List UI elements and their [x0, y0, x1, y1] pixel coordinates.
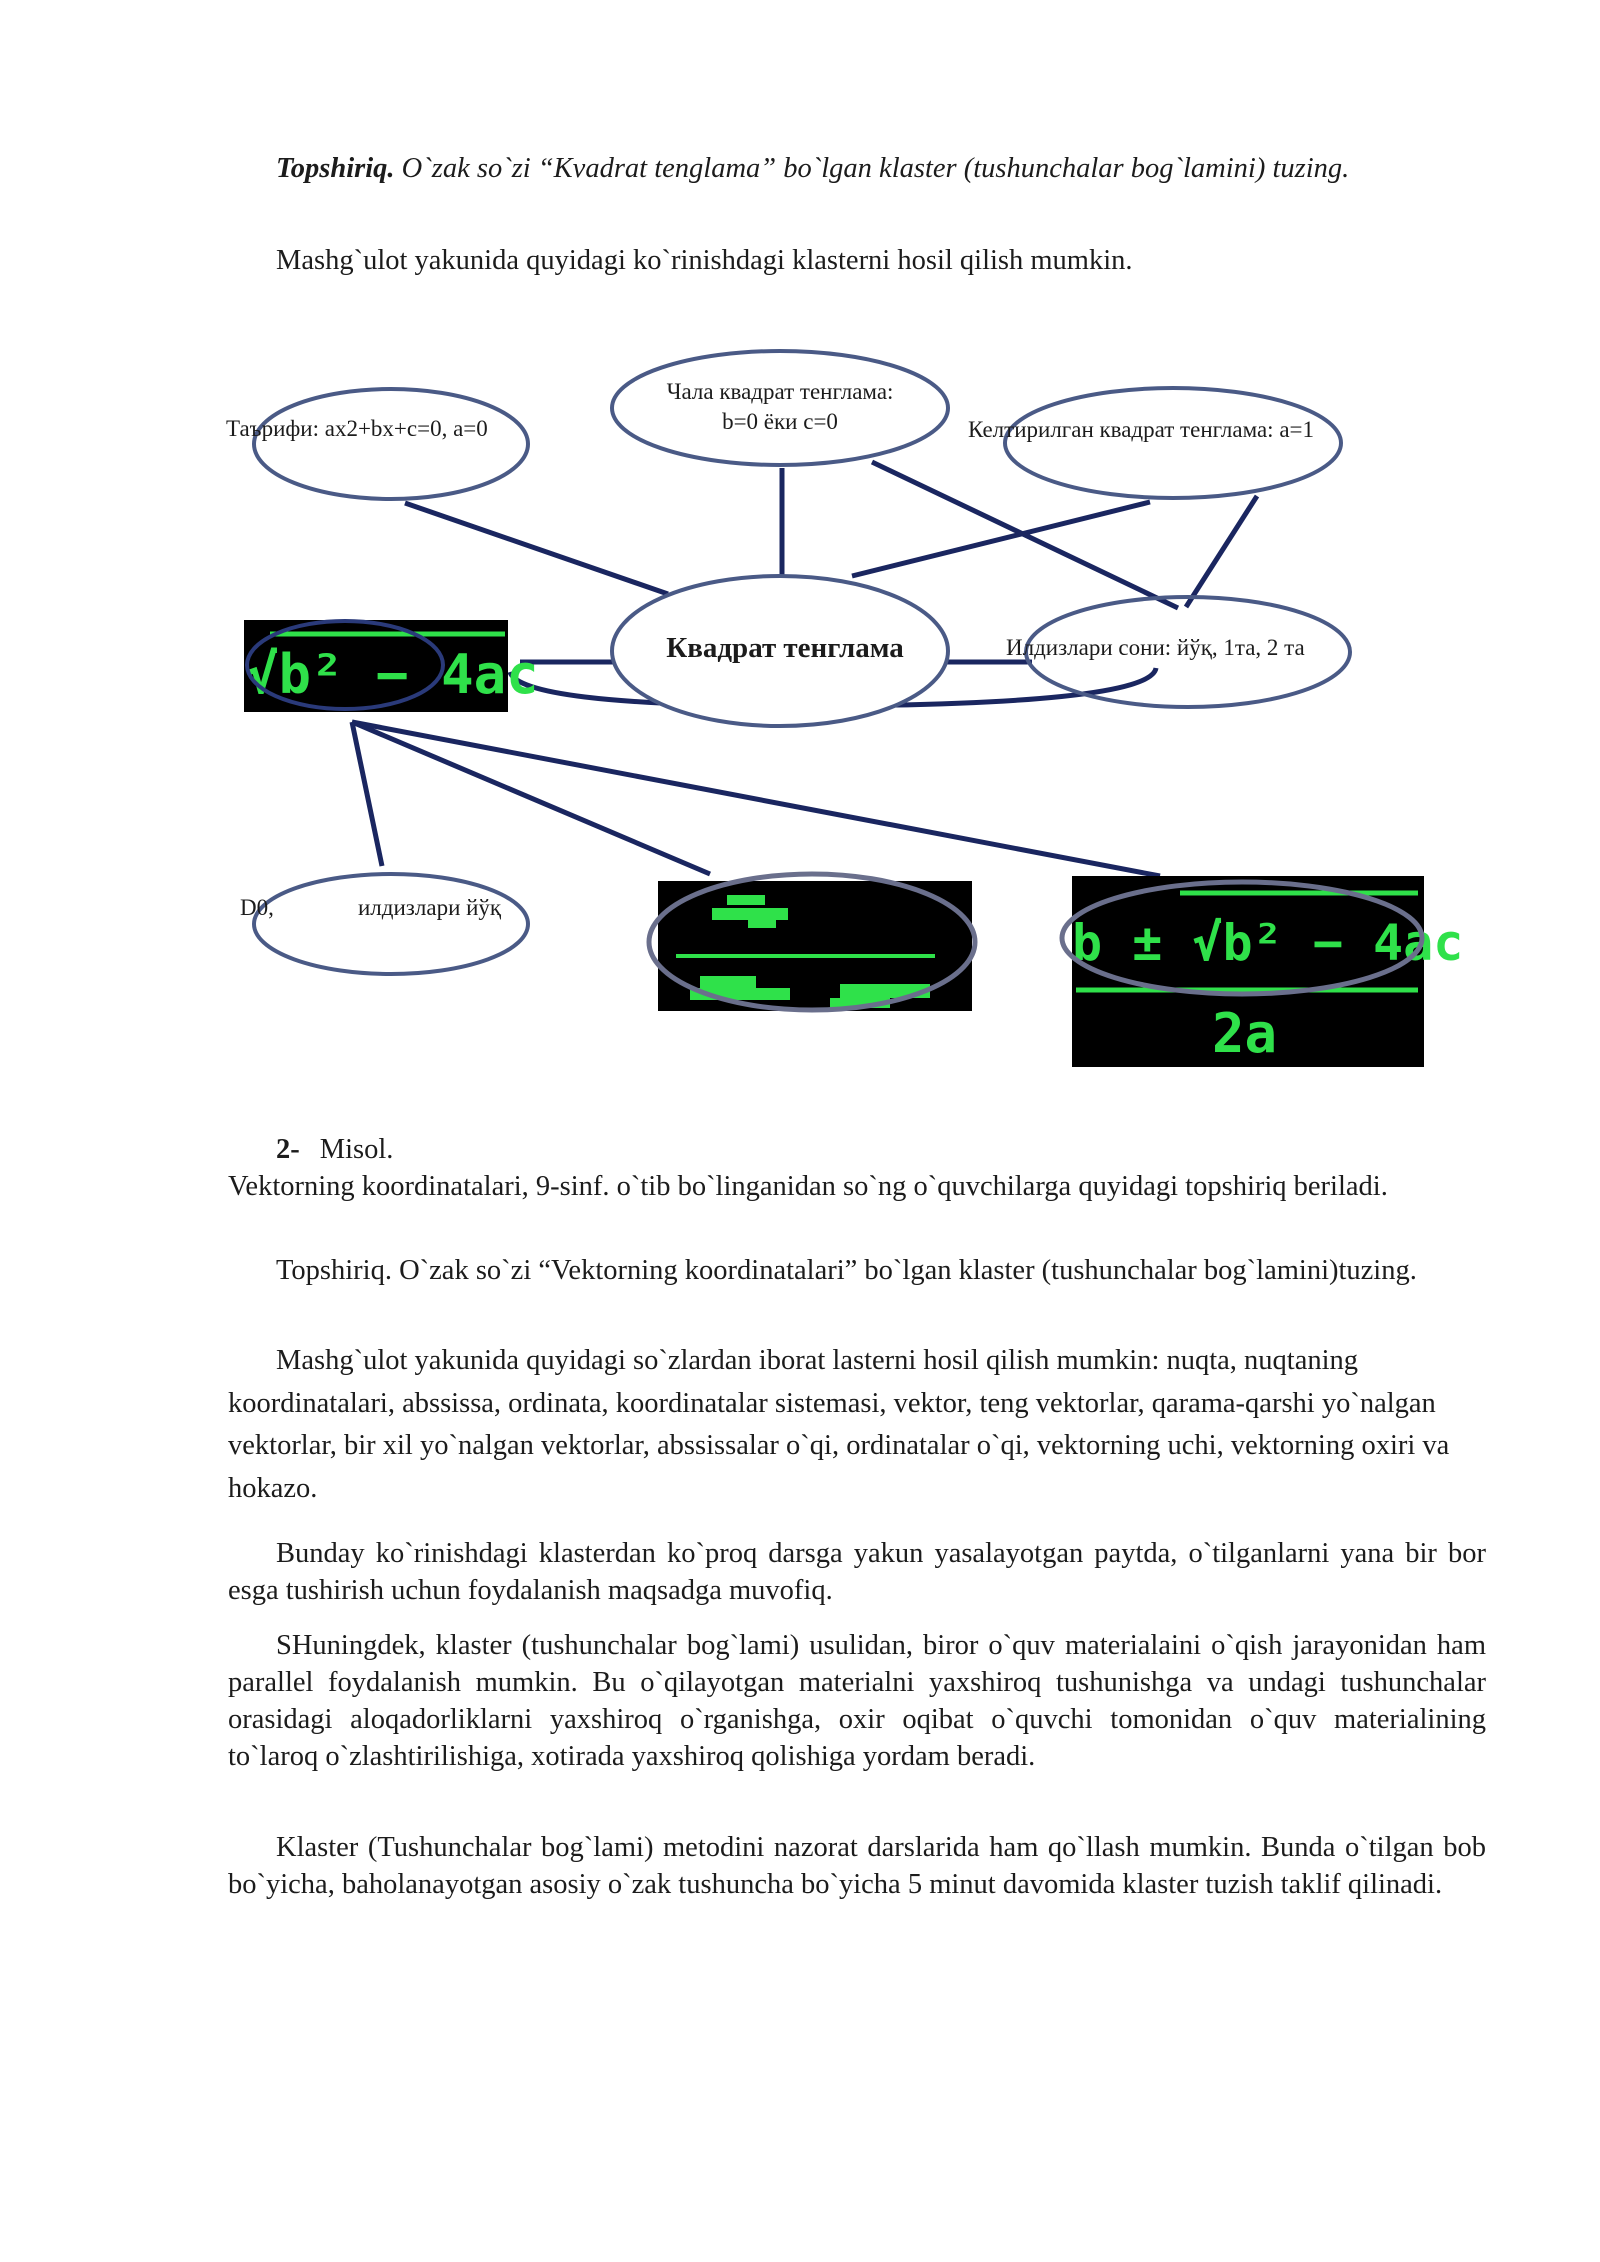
connector-incomplete-roots: [872, 462, 1178, 608]
example-line: Vektorning koordinatalari, 9-sinf. o`tib bo`linganidan so`ng o`quvchilarga quyidagi topshiriq beriladi.: [228, 1171, 1388, 1202]
reduced-ellipse: [1005, 388, 1341, 498]
roots-formula-image: [1072, 876, 1463, 1067]
incomplete-label-line1: Чала квадрат тенглама:: [666, 379, 894, 404]
definition-ellipse: [254, 389, 528, 499]
roots-formula-top: b ± √b² − 4ac: [1072, 914, 1464, 972]
connector-reduced-roots: [1186, 496, 1257, 607]
bunday-paragraph: Bunday ko`rinishdagi klasterdan ko`proq darsga yakun yasalayotgan paytda, o`tilganlarni yana bir bor esga tushirish uchun foydalanish maqsadga muvofiq.: [228, 1538, 1486, 1606]
no-roots-ellipse: [254, 874, 528, 974]
example-heading: [228, 1131, 1486, 1168]
task1-label: Topshiriq.: [276, 153, 395, 184]
cluster-diagram: [0, 0, 1600, 1100]
connector-no-roots: [352, 722, 382, 866]
no-roots-d-label: D0,: [240, 895, 274, 920]
shuningdek-paragraph: SHuningdek, klaster (tushunchalar bog`lami) usulidan, biror o`quv materialaini o`qish jarayonidan ham parallel foydalanish mumkin. Bu o`qilayotgan materialni yaxshiroq tushunishga va undagi tushunchalar orasidagi aloqadorliklarni yaxshiroq o`rganishga, oxir oqibat o`quvchi tomonidan o`quv materialining to`laroq o`zlashtirilishiga, xotirada yaxshiroq qolishiga yordam beradi.: [228, 1630, 1486, 1772]
reduced-label: Келтирилган квадрат тенглама: a=1: [968, 417, 1314, 442]
connector-reduced: [852, 502, 1150, 576]
example-title: Misol.: [319, 1134, 394, 1165]
discriminant-formula-image: [244, 620, 539, 712]
connector-single-root: [352, 722, 710, 874]
incomplete-label-line2: b=0 ёки c=0: [722, 409, 838, 434]
roots-count-label: Илдизлари сони: йўқ, 1та, 2 та: [1006, 635, 1305, 660]
roots-formula-bottom: 2a: [1212, 1002, 1278, 1065]
intro2-paragraph: Mashg`ulot yakunida quyidagi so`zlardan iborat lasterni hosil qilish mumkin: nuqta, nuqtaning koordinatalari, abssissa, ordinata, koordinatalar sistemasi, vektor, teng vektorlar, qarama-qarshi yo`nalgan vektorlar, bir xil yo`nalgan vektorlar, abssissalar o`qi, ordinatalar o`qi, vektorning uchi, vektorning oxiri va hokazo.: [228, 1345, 1450, 1504]
task1-text: O`zak so`zi “Kvadrat tenglama” bo`lgan klaster (tushunchalar bog`lamini) tuzing.: [394, 153, 1350, 184]
definition-label: Таърифи: ax2+bx+c=0, a=0: [226, 416, 488, 441]
connector-roots-formula: [352, 722, 1160, 876]
example-number: 2-: [276, 1134, 300, 1165]
intro1-paragraph: Mashg`ulot yakunida quyidagi ko`rinishdagi klasterni hosil qilish mumkin.: [276, 245, 1133, 276]
connector-definition: [405, 503, 668, 594]
task2-paragraph: Topshiriq. O`zak so`zi “Vektorning koordinatalari” bo`lgan klaster (tushunchalar bog`lamini)tuzing.: [276, 1255, 1417, 1286]
no-roots-text-label: илдизлари йўқ: [358, 895, 502, 920]
discriminant-formula: √b² − 4ac: [246, 643, 539, 706]
incomplete-ellipse: [612, 351, 948, 465]
klaster-paragraph: Klaster (Tushunchalar bog`lami) metodini nazorat darslarida ham qo`llash mumkin. Bunda o`tilgan bob bo`yicha, baholanayotgan asosiy o`zak tushuncha bo`yicha 5 minut davomida klaster tuzish taklif qilinadi.: [228, 1832, 1486, 1900]
center-label: Квадрат тенглама: [666, 632, 904, 664]
